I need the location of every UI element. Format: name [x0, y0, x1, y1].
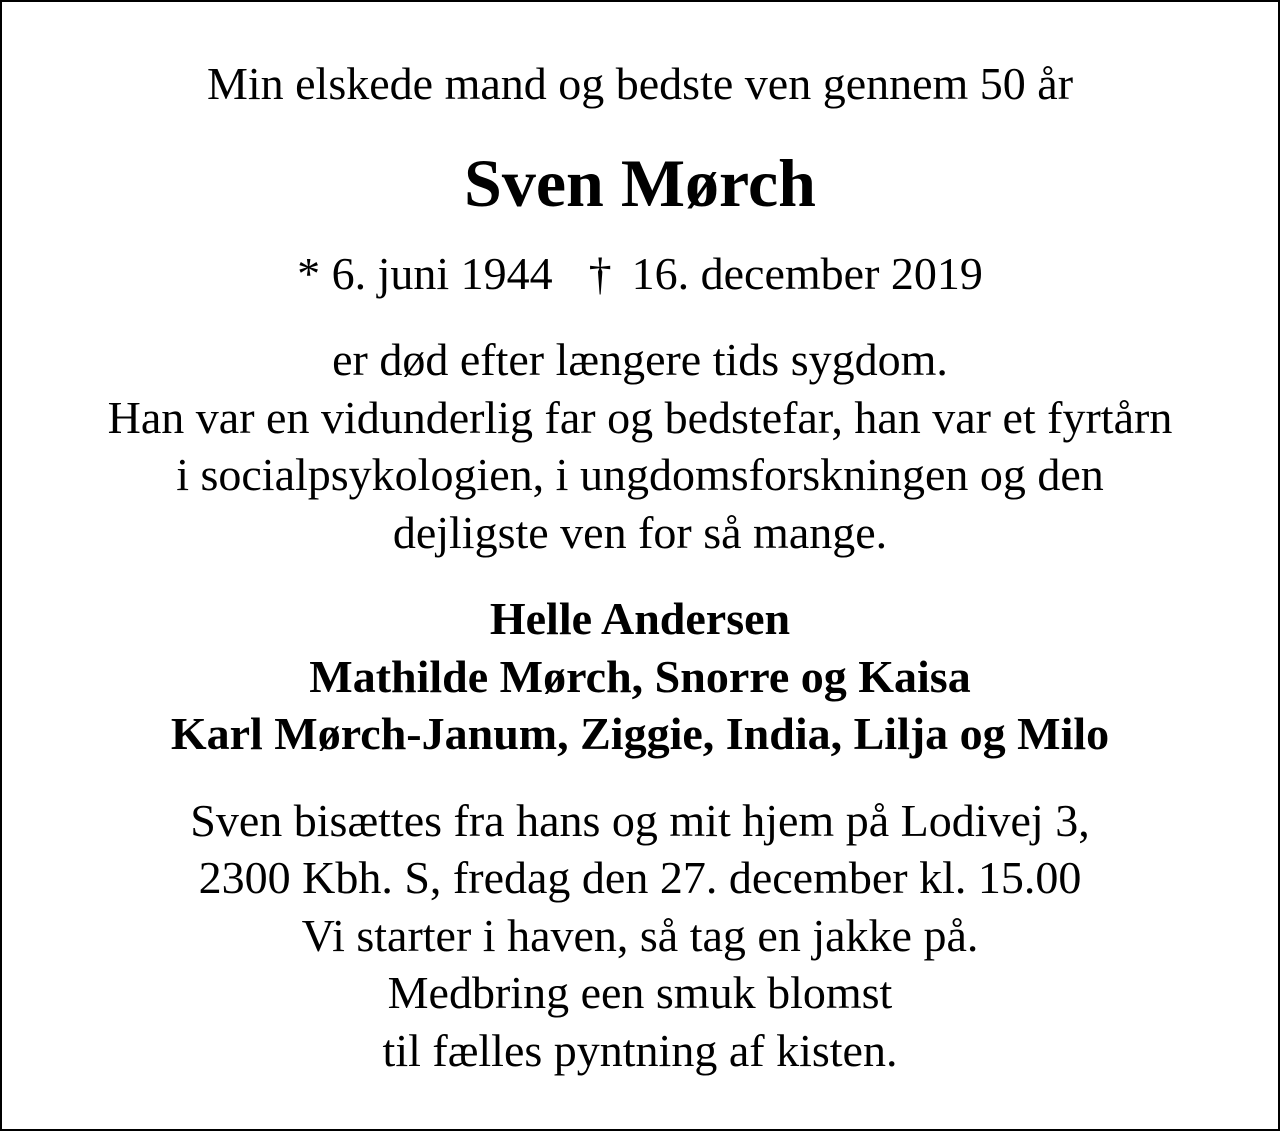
service-line: Sven bisættes fra hans og mit hjem på Lodivej 3,: [190, 795, 1090, 846]
body-line: er død efter længere tids sygdom.: [332, 334, 948, 385]
service-line: 2300 Kbh. S, fredag den 27. december kl. 15.00: [198, 852, 1082, 903]
service-line: Medbring een smuk blomst: [387, 967, 893, 1018]
body-line: Han var en vidunderlig far og bedstefar, han var et fyrtårn: [107, 392, 1173, 443]
family-line: Mathilde Mørch, Snorre og Kaisa: [309, 651, 971, 702]
body-line: i socialpsykologien, i ungdomsforskningen og den: [176, 449, 1104, 500]
service-line: Vi starter i haven, så tag en jakke på.: [301, 910, 979, 961]
service-line: til fælles pyntning af kisten.: [382, 1025, 898, 1076]
body-line: dejligste ven for så mange.: [392, 507, 888, 558]
death-symbol: †: [588, 248, 612, 299]
intro-line: Min elskede mand og bedste ven gennem 50 år: [206, 58, 1074, 109]
birth-date: 6. juni 1944: [331, 248, 553, 299]
death-date: 16. december 2019: [631, 248, 983, 299]
deceased-name: Sven Mørch: [464, 145, 816, 221]
birth-symbol: *: [297, 248, 321, 299]
family-line: Karl Mørch-Janum, Ziggie, India, Lilja og Milo: [170, 708, 1110, 759]
life-dates: [2, 248, 1278, 299]
family-line: Helle Andersen: [489, 593, 791, 644]
